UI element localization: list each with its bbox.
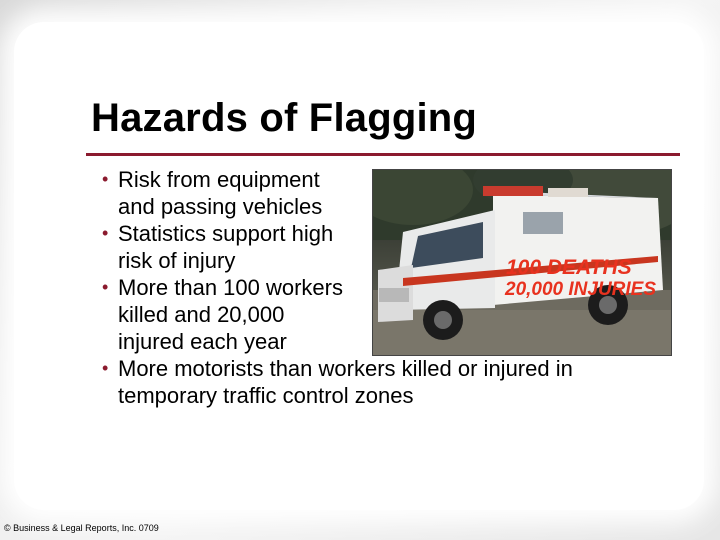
bullet-line: More than 100 workers	[118, 275, 343, 300]
bullet-line: More motorists than workers killed or injured in	[118, 356, 573, 381]
bullet-line: Statistics support high	[118, 221, 334, 246]
bullet-line: Risk from equipment	[118, 167, 320, 192]
slide-title: Hazards of Flagging	[91, 96, 478, 140]
ambulance-illustration	[373, 170, 672, 356]
bullet-item	[100, 355, 573, 409]
bullet-dot-icon: •	[102, 358, 109, 378]
copyright-footer: © Business & Legal Reports, Inc. 0709	[4, 523, 159, 533]
photo-caption-deaths: 100 DEATHS	[506, 256, 632, 279]
ambulance-photo	[372, 169, 672, 356]
bullet-line: risk of injury	[118, 248, 236, 273]
bullet-line: and passing vehicles	[118, 194, 323, 219]
photo-caption-injuries: 20,000 INJURIES	[505, 279, 657, 300]
bullet-line: temporary traffic control zones	[118, 383, 414, 408]
bullet-line: killed and 20,000	[118, 302, 285, 327]
bullet-dot-icon: •	[102, 277, 109, 297]
bullet-dot-icon: •	[102, 223, 109, 243]
title-underline	[86, 153, 680, 156]
bullet-line: injured each year	[118, 329, 287, 354]
bullet-dot-icon: •	[102, 169, 109, 189]
